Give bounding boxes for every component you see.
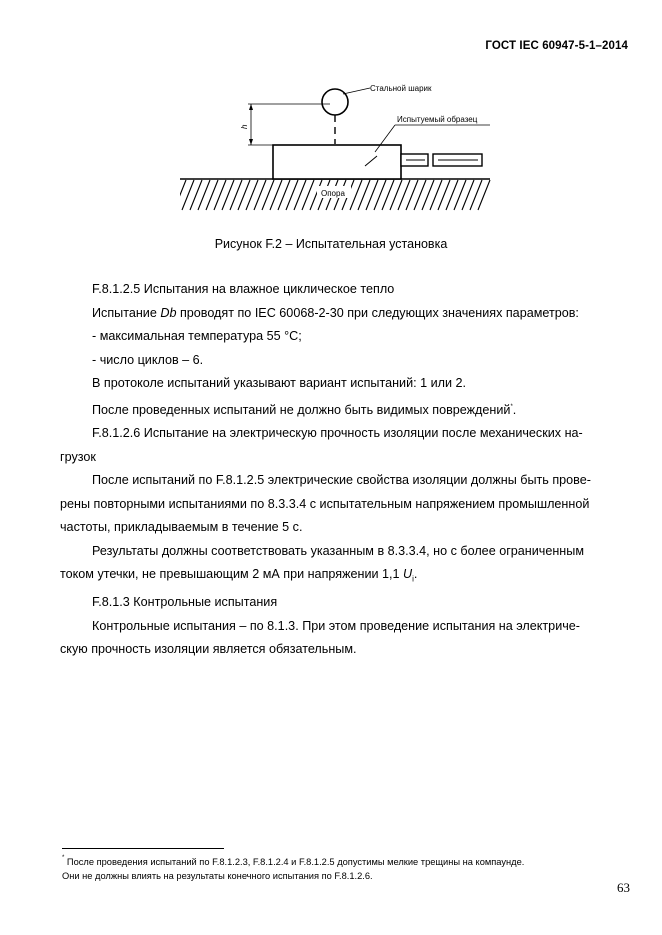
support-label: Опора bbox=[321, 189, 345, 198]
para-results-1: Результаты должны соответствовать указанным в 8.3.3.4, но с более ограниченным bbox=[92, 543, 584, 558]
steel-ball bbox=[322, 89, 348, 115]
test-setup-figure bbox=[180, 78, 500, 218]
para-results-2: током утечки, не превышающим 2 мА при напряжении 1,1 $U_i$. bbox=[60, 567, 418, 584]
hatch-line bbox=[180, 180, 186, 210]
footnote-separator bbox=[62, 848, 224, 849]
para-control-1: Контрольные испытания – по 8.1.3. При этом проведение испытания на электриче- bbox=[92, 618, 580, 633]
footnote bbox=[62, 852, 632, 883]
para-no-damage: После проведенных испытаний не должно быть видимых повреждений*. bbox=[92, 402, 517, 417]
para-test-db: Испытание Db проводят по IEC 60068-2-30 при следующих значениях параметров: bbox=[92, 305, 579, 320]
para-f8126-heading-1: F.8.1.2.6 Испытание на электрическую прочность изоляции после механических на- bbox=[92, 426, 583, 440]
figure-caption: Рисунок F.2 – Испытательная установка bbox=[214, 237, 448, 251]
para-control-2: скую прочность изоляции является обязательным. bbox=[60, 642, 357, 657]
para-f8125-heading: F.8.1.2.5 Испытания на влажное циклическое тепло bbox=[92, 282, 395, 296]
para-after-tests-1: После испытаний по F.8.1.2.5 электрические свойства изоляции должны быть прове- bbox=[92, 473, 591, 487]
h-label: h bbox=[240, 124, 249, 129]
page-number: 63 bbox=[617, 880, 630, 895]
para-after-tests-3: частоты, прикладываемым в течение 5 с. bbox=[60, 520, 303, 534]
para-f8126-heading-2: грузок bbox=[60, 449, 96, 464]
steel-ball-label: Стальной шарик bbox=[370, 84, 432, 93]
para-max-temp: - максимальная температура 55 °C; bbox=[92, 329, 302, 343]
para-after-tests-2: рены повторными испытаниями по 8.3.3.4 с испытательным напряжением промышленной bbox=[60, 496, 590, 511]
para-cycles: - число циклов – 6. bbox=[92, 352, 204, 367]
document-header: ГОСТ IEC 60947-5-1–2014 bbox=[485, 40, 628, 52]
para-protocol: В протоколе испытаний указывают вариант испытаний: 1 или 2. bbox=[92, 376, 467, 390]
specimen-label: Испытуемый образец bbox=[397, 115, 478, 124]
body-text bbox=[60, 278, 630, 662]
footnote-ref: * bbox=[510, 403, 513, 410]
specimen-block bbox=[273, 145, 401, 179]
footnote-line-1: * После проведения испытаний по F.8.1.2.3, F.8.1.2.4 и F.8.1.2.5 допустимы мелкие трещины на компаунде. bbox=[62, 855, 525, 867]
footnote-line-2: Они не должны влиять на результаты конечного испытания по F.8.1.2.6. bbox=[62, 870, 373, 881]
para-f813-heading: F.8.1.3 Контрольные испытания bbox=[92, 595, 278, 610]
